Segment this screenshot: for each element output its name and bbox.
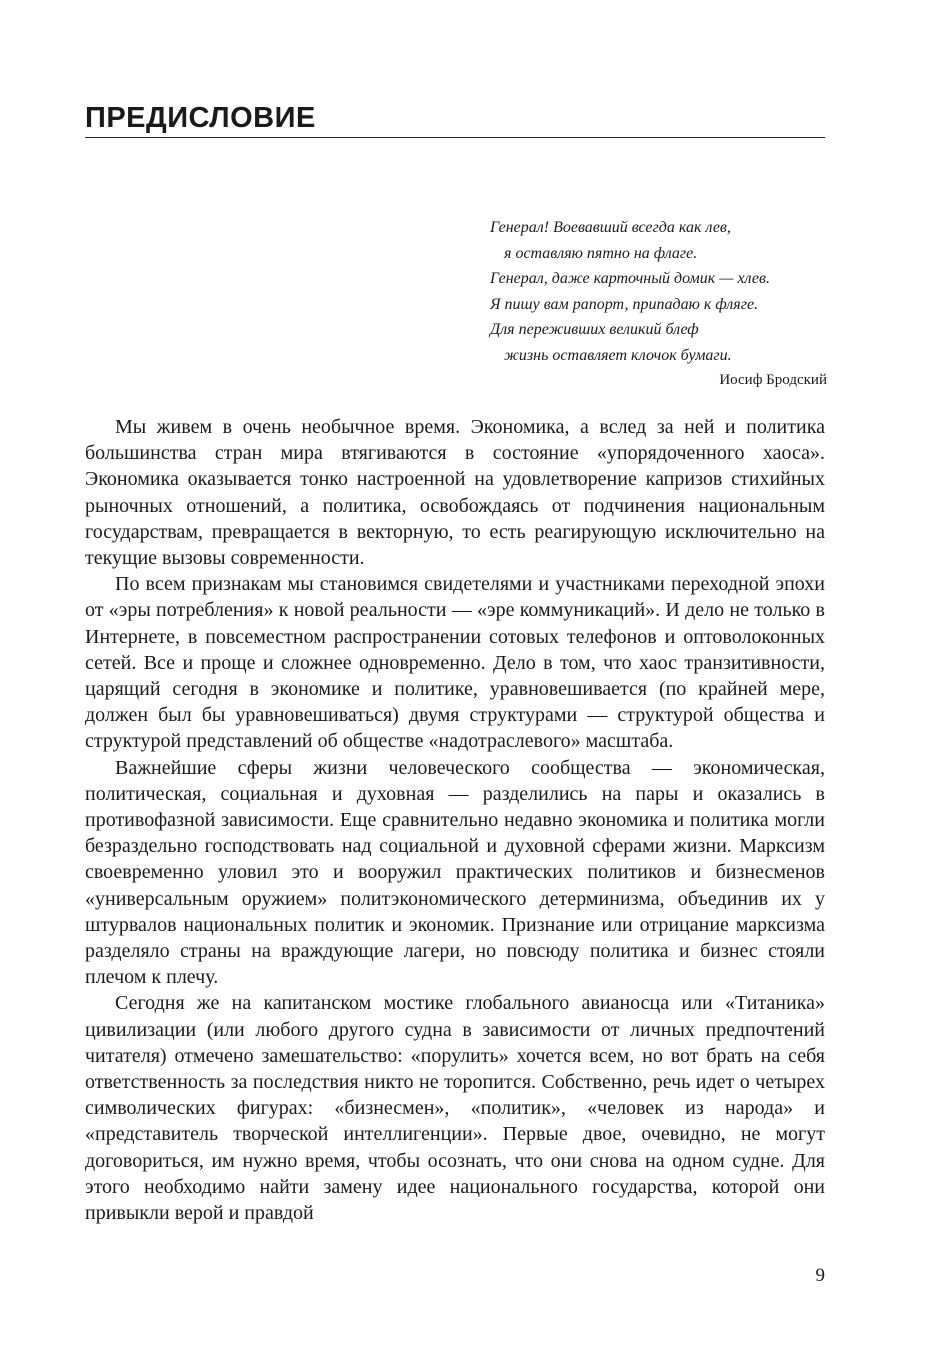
- paragraph: Сегодня же на капитанском мостике глобального авианосца или «Титаника» цивилизации (или любого другого судна в зависимости от личных предпочтений читателя) отмечено замешательство: «порулить» хочется всем, но вот брать на себя ответственность за последствия никто не торопится. Собственно, речь идет о четырех символических фигурах: «бизнесмен», «политик», «человек из народа» и «представитель творческой интеллигенции». Первые двое, очевидно, не могут договориться, им нужно время, чтобы осознать, что они снова на одном судне. Для этого необходимо найти замену идее национального государства, которой они привыкли верой и правдой: [85, 992, 825, 1225]
- epigraph-line: Для переживших великий блеф: [490, 321, 699, 338]
- paragraph: По всем признакам мы становимся свидетелями и участниками переходной эпохи от «эры потребления» к новой реальности — «эре коммуникаций». И дело не только в Интернете, в повсеместном распространении сотовых телефонов и оптоволоконных сетей. Все и проще и сложнее одновременно. Дело в том, что хаос транзитивности, царящий сегодня в экономике и политике, уравновешивается (по крайней мере, должен был бы уравновешиваться) двумя структурами — структурой общества и структурой представлений об обществе «надотраслевого» масштаба.: [85, 573, 825, 753]
- body-text: [85, 414, 825, 1226]
- epigraph-line: жизнь оставляет клочок бумаги.: [504, 346, 732, 364]
- epigraph-line: Я пишу вам рапорт, припадаю к фляге.: [490, 295, 759, 313]
- paragraph: Важнейшие сферы жизни человеческого сообщества — экономическая, политическая, социальная и духовная — разделились на пары и оказались в противофазной зависимости. Еще сравнительно недавно экономика и политика могли безраздельно господствовать над социальной и духовной сферами жизни. Марксизм своевременно уловил это и вооружил практических политиков и бизнесменов «универсальным оружием» политэкономического детерминизма, объединив их у штурвалов национальных политик и экономик. Признание или отрицание марксизма разделяло страны на враждующие лагери, но повсюду политика и бизнес стояли плечом к плечу.: [85, 756, 825, 989]
- epigraph-line: Генерал, даже карточный домик — хлев.: [490, 270, 770, 287]
- page-title: ПРЕДИСЛОВИЕ: [85, 102, 316, 134]
- epigraph-author: Иосиф Бродский: [719, 372, 827, 388]
- epigraph-line: я оставляю пятно на флаге.: [504, 244, 698, 262]
- paragraph: Мы живем в очень необычное время. Экономика, а вслед за ней и политика большинства стран мира втягиваются в состояние «упорядоченного хаоса». Экономика оказывается тонко настроенной на удовлетворение капризов стихийных рыночных отношений, а политика, освобождаясь от подчинения национальным государствам, превращается в векторную, то есть реагирующую исключительно на текущие вызовы современности.: [85, 416, 825, 570]
- title-underline: [85, 137, 825, 138]
- page-number: 9: [815, 1265, 825, 1286]
- epigraph: [490, 215, 830, 394]
- epigraph-line: Генерал! Воевавший всегда как лев,: [490, 219, 731, 236]
